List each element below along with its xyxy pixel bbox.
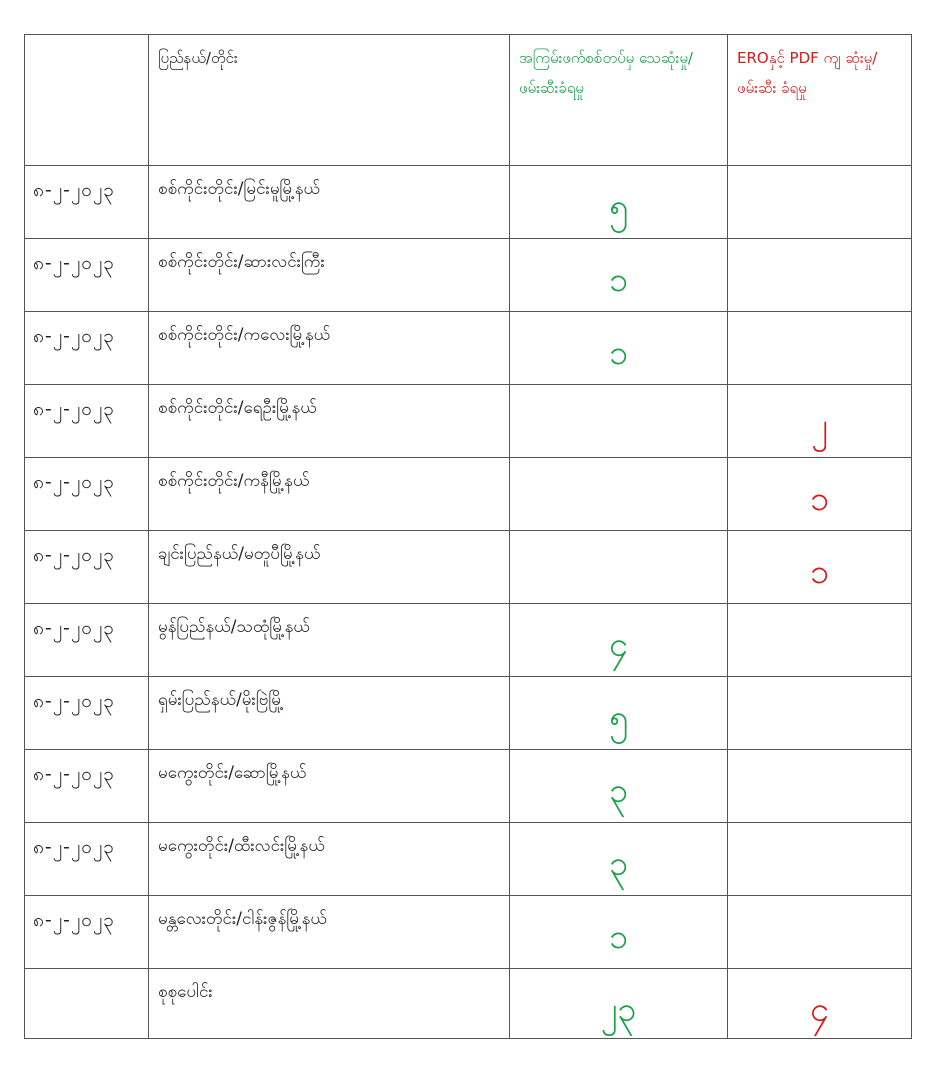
row-ero-pdf-count: ၁	[809, 479, 830, 519]
date-cell	[25, 239, 149, 312]
row-military-count: ၅	[608, 187, 629, 227]
row-date: ၈-၂-၂၀၂၃	[33, 836, 115, 858]
table-row	[25, 239, 912, 312]
table-row	[25, 166, 912, 239]
date-cell	[25, 823, 149, 896]
header-date-cell	[25, 35, 149, 166]
row-region: မန္တလေးတိုင်း/ငါန်းဇွန်မြို့နယ်	[158, 909, 327, 929]
row-region: ရှမ်းပြည်နယ်/မိုးဗြဲမြို့	[158, 690, 284, 710]
red-cell	[728, 458, 912, 531]
region-cell	[149, 531, 510, 604]
red-cell	[728, 312, 912, 385]
table-row	[25, 677, 912, 750]
total-red-cell	[728, 969, 912, 1039]
total-date-cell	[25, 969, 149, 1039]
row-ero-pdf-count	[728, 312, 911, 336]
row-military-count: ၄	[608, 625, 629, 665]
table-row	[25, 531, 912, 604]
date-cell	[25, 604, 149, 677]
header-green-cell	[510, 35, 728, 166]
row-date: ၈-၂-၂၀၂၃	[33, 544, 115, 566]
region-cell	[149, 823, 510, 896]
header-region: ပြည်နယ်/တိုင်း	[158, 49, 238, 67]
green-cell	[510, 823, 728, 896]
total-label-cell	[149, 969, 510, 1039]
region-cell	[149, 677, 510, 750]
red-cell	[728, 896, 912, 969]
row-date: ၈-၂-၂၀၂၃	[33, 471, 115, 493]
row-date: ၈-၂-၂၀၂၃	[33, 325, 115, 347]
row-ero-pdf-count	[728, 677, 911, 701]
date-cell	[25, 750, 149, 823]
header-row	[25, 35, 912, 166]
red-cell	[728, 823, 912, 896]
row-ero-pdf-count	[728, 166, 911, 190]
date-cell	[25, 531, 149, 604]
date-cell	[25, 385, 149, 458]
green-cell	[510, 896, 728, 969]
table-row	[25, 385, 912, 458]
row-military-count: ၁	[608, 917, 629, 957]
row-region: စစ်ကိုင်းတိုင်း/မြင်းမူမြို့နယ်	[158, 179, 321, 199]
row-ero-pdf-count	[728, 239, 911, 263]
green-cell	[510, 385, 728, 458]
row-region: စစ်ကိုင်းတိုင်း/ဆားလင်းကြီး	[158, 252, 325, 272]
region-cell	[149, 604, 510, 677]
region-cell	[149, 458, 510, 531]
green-cell	[510, 531, 728, 604]
region-cell	[149, 896, 510, 969]
row-military-count	[510, 385, 727, 409]
row-region: မွန်ပြည်နယ်/သထုံမြို့နယ်	[158, 617, 310, 637]
region-cell	[149, 239, 510, 312]
row-ero-pdf-count: ၂	[811, 406, 828, 446]
header-red-cell	[728, 35, 912, 166]
row-military-count: ၃	[608, 771, 629, 811]
row-date: ၈-၂-၂၀၂၃	[33, 398, 115, 420]
green-cell	[510, 604, 728, 677]
green-cell	[510, 677, 728, 750]
row-military-count: ၃	[608, 844, 629, 884]
header-ero-pdf-casualties: EROနှင့် PDF ကျ ဆုံးမှု/ ဖမ်းဆီး ခံရမှု	[737, 49, 878, 97]
row-military-count	[510, 531, 727, 555]
row-region: မကွေးတိုင်း/ဆောမြို့နယ်	[158, 763, 307, 783]
total-green-cell	[510, 969, 728, 1039]
red-cell	[728, 385, 912, 458]
region-cell	[149, 166, 510, 239]
green-cell	[510, 166, 728, 239]
red-cell	[728, 750, 912, 823]
row-ero-pdf-count	[728, 750, 911, 774]
row-military-count	[510, 458, 727, 482]
total-date	[25, 969, 148, 981]
red-cell	[728, 239, 912, 312]
date-cell	[25, 166, 149, 239]
table-row	[25, 750, 912, 823]
green-cell	[510, 312, 728, 385]
table-row	[25, 896, 912, 969]
table-row	[25, 604, 912, 677]
red-cell	[728, 531, 912, 604]
row-date: ၈-၂-၂၀၂၃	[33, 252, 115, 274]
table-row	[25, 312, 912, 385]
total-ero-pdf-count: ၄	[809, 990, 830, 1030]
red-cell	[728, 677, 912, 750]
casualty-report-table	[24, 34, 912, 1039]
total-row	[25, 969, 912, 1039]
date-cell	[25, 677, 149, 750]
header-military-casualties: အကြမ်းဖက်စစ်တပ်မှ သေဆုံးမှု/ ဖမ်းဆီးခံရမှု	[519, 49, 693, 97]
green-cell	[510, 239, 728, 312]
table-row	[25, 458, 912, 531]
row-ero-pdf-count: ၁	[809, 552, 830, 592]
date-cell	[25, 458, 149, 531]
row-date: ၈-၂-၂၀၂၃	[33, 617, 115, 639]
row-date: ၈-၂-၂၀၂၃	[33, 690, 115, 712]
row-military-count: ၁	[608, 333, 629, 373]
row-ero-pdf-count	[728, 823, 911, 847]
date-cell	[25, 896, 149, 969]
row-ero-pdf-count	[728, 896, 911, 920]
total-military-count: ၂၃	[600, 990, 637, 1030]
row-date: ၈-၂-၂၀၂၃	[33, 763, 115, 785]
region-cell	[149, 312, 510, 385]
row-military-count: ၅	[608, 698, 629, 738]
row-region: မကွေးတိုင်း/ထီးလင်းမြို့နယ်	[158, 836, 325, 856]
row-date: ၈-၂-၂၀၂၃	[33, 179, 115, 201]
row-date: ၈-၂-၂၀၂၃	[33, 909, 115, 931]
green-cell	[510, 750, 728, 823]
row-region: စစ်ကိုင်းတိုင်း/ကလေးမြို့နယ်	[158, 325, 331, 345]
red-cell	[728, 166, 912, 239]
row-region: စစ်ကိုင်းတိုင်း/ကနီမြို့နယ်	[158, 471, 310, 491]
row-region: စစ်ကိုင်းတိုင်း/ရေဦးမြို့နယ်	[158, 398, 317, 418]
row-ero-pdf-count	[728, 604, 911, 628]
row-military-count: ၁	[608, 260, 629, 300]
green-cell	[510, 458, 728, 531]
row-region: ချင်းပြည်နယ်/မတူပီမြို့နယ်	[158, 544, 321, 564]
table-row	[25, 823, 912, 896]
date-cell	[25, 312, 149, 385]
region-cell	[149, 750, 510, 823]
region-cell	[149, 385, 510, 458]
header-region-cell	[149, 35, 510, 166]
red-cell	[728, 604, 912, 677]
total-label: စုစုပေါင်း	[158, 982, 213, 1002]
header-date	[25, 35, 148, 43]
